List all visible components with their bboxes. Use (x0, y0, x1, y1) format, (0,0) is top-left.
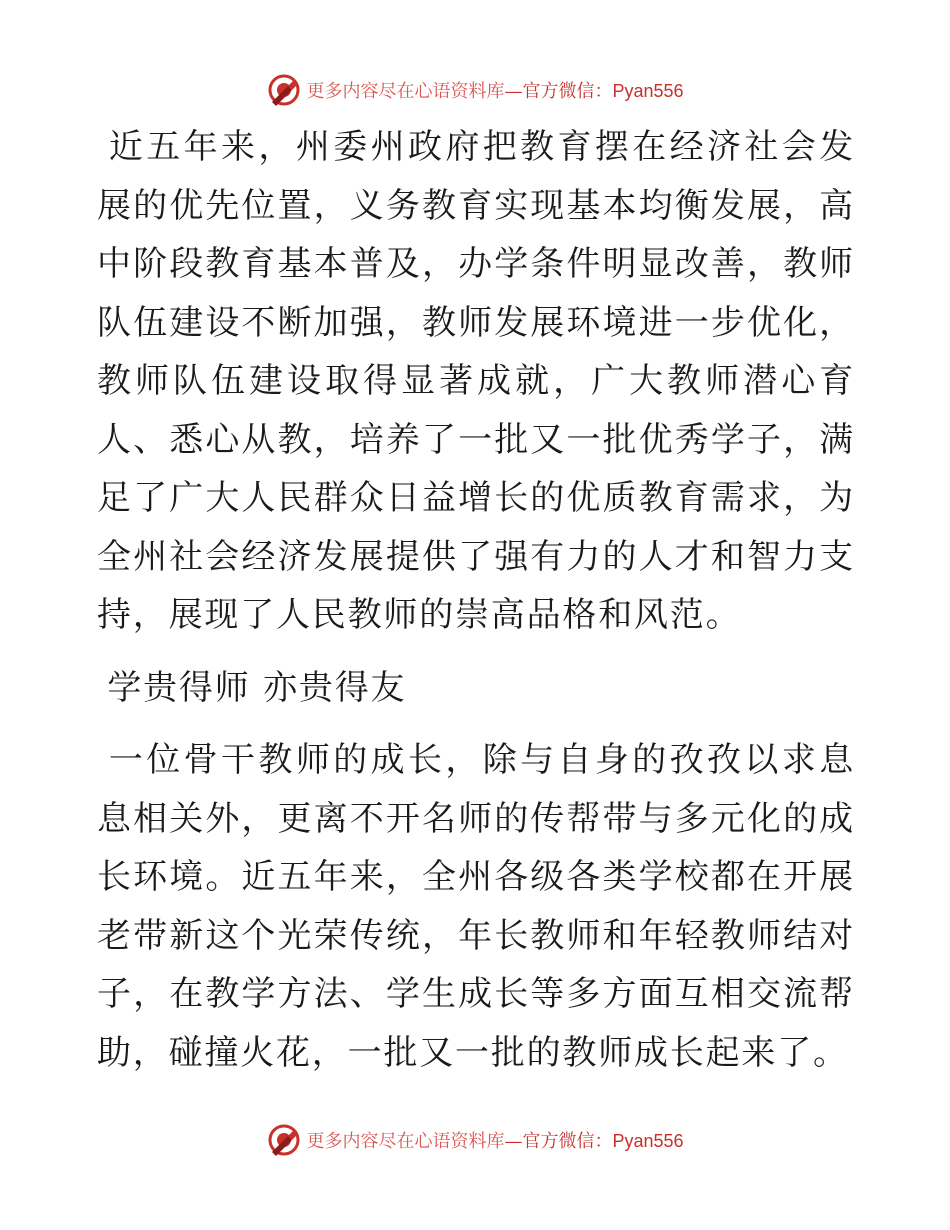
paragraph-1-text: 近五年来，州委州政府把教育摆在经济社会发展的优先位置，义务教育实现基本均衡发展，高中阶段教育基本普及，办学条件明显改善，教师队伍建设不断加强，教师发展环境进一步优化，教师队伍建设取得显著成就，广大教师潜心育人、悉心从教，培养了一批又一批优秀学子，满足了广大人民群众日益增长的优质教育需求，为全州社会经济发展提供了强有力的人才和智力支持，展现了人民教师的崇高品格和风范。 (97, 127, 855, 635)
pen-logo-icon (266, 72, 302, 108)
watermark-wechat-id: Pyan556 (612, 1131, 684, 1151)
watermark-separator: — (504, 81, 523, 102)
watermark-title: 更多内容尽在心语资料库 (306, 1131, 505, 1152)
watermark-title: 更多内容尽在心语资料库 (306, 81, 505, 102)
watermark-wechat-label: 官方微信： (522, 81, 613, 102)
paragraph-2-text: 一位骨干教师的成长，除与自身的孜孜以求息息相关外，更离不开名师的传帮带与多元化的成长环境。近五年来，全州各级各类学校都在开展老带新这个光荣传统，年长教师和年轻教师结对子，在教学方法、学生成长等多方面互相交流帮助，碰撞火花，一批又一批的教师成长起来了。 (97, 740, 855, 1073)
watermark-separator: — (504, 1131, 523, 1152)
paragraph-1 (97, 118, 855, 645)
paragraph-2 (97, 731, 855, 1082)
section-heading (97, 659, 855, 718)
header-watermark-text (306, 77, 683, 103)
section-heading-text: 学贵得师 亦贵得友 (107, 667, 407, 708)
header-watermark-banner (0, 70, 950, 110)
watermark-wechat-label: 官方微信： (522, 1131, 613, 1152)
watermark-wechat-id: Pyan556 (612, 81, 684, 101)
pen-logo-icon (266, 1122, 302, 1158)
document-body (97, 118, 855, 1096)
footer-watermark-banner (0, 1120, 950, 1160)
footer-watermark-text (306, 1127, 683, 1153)
